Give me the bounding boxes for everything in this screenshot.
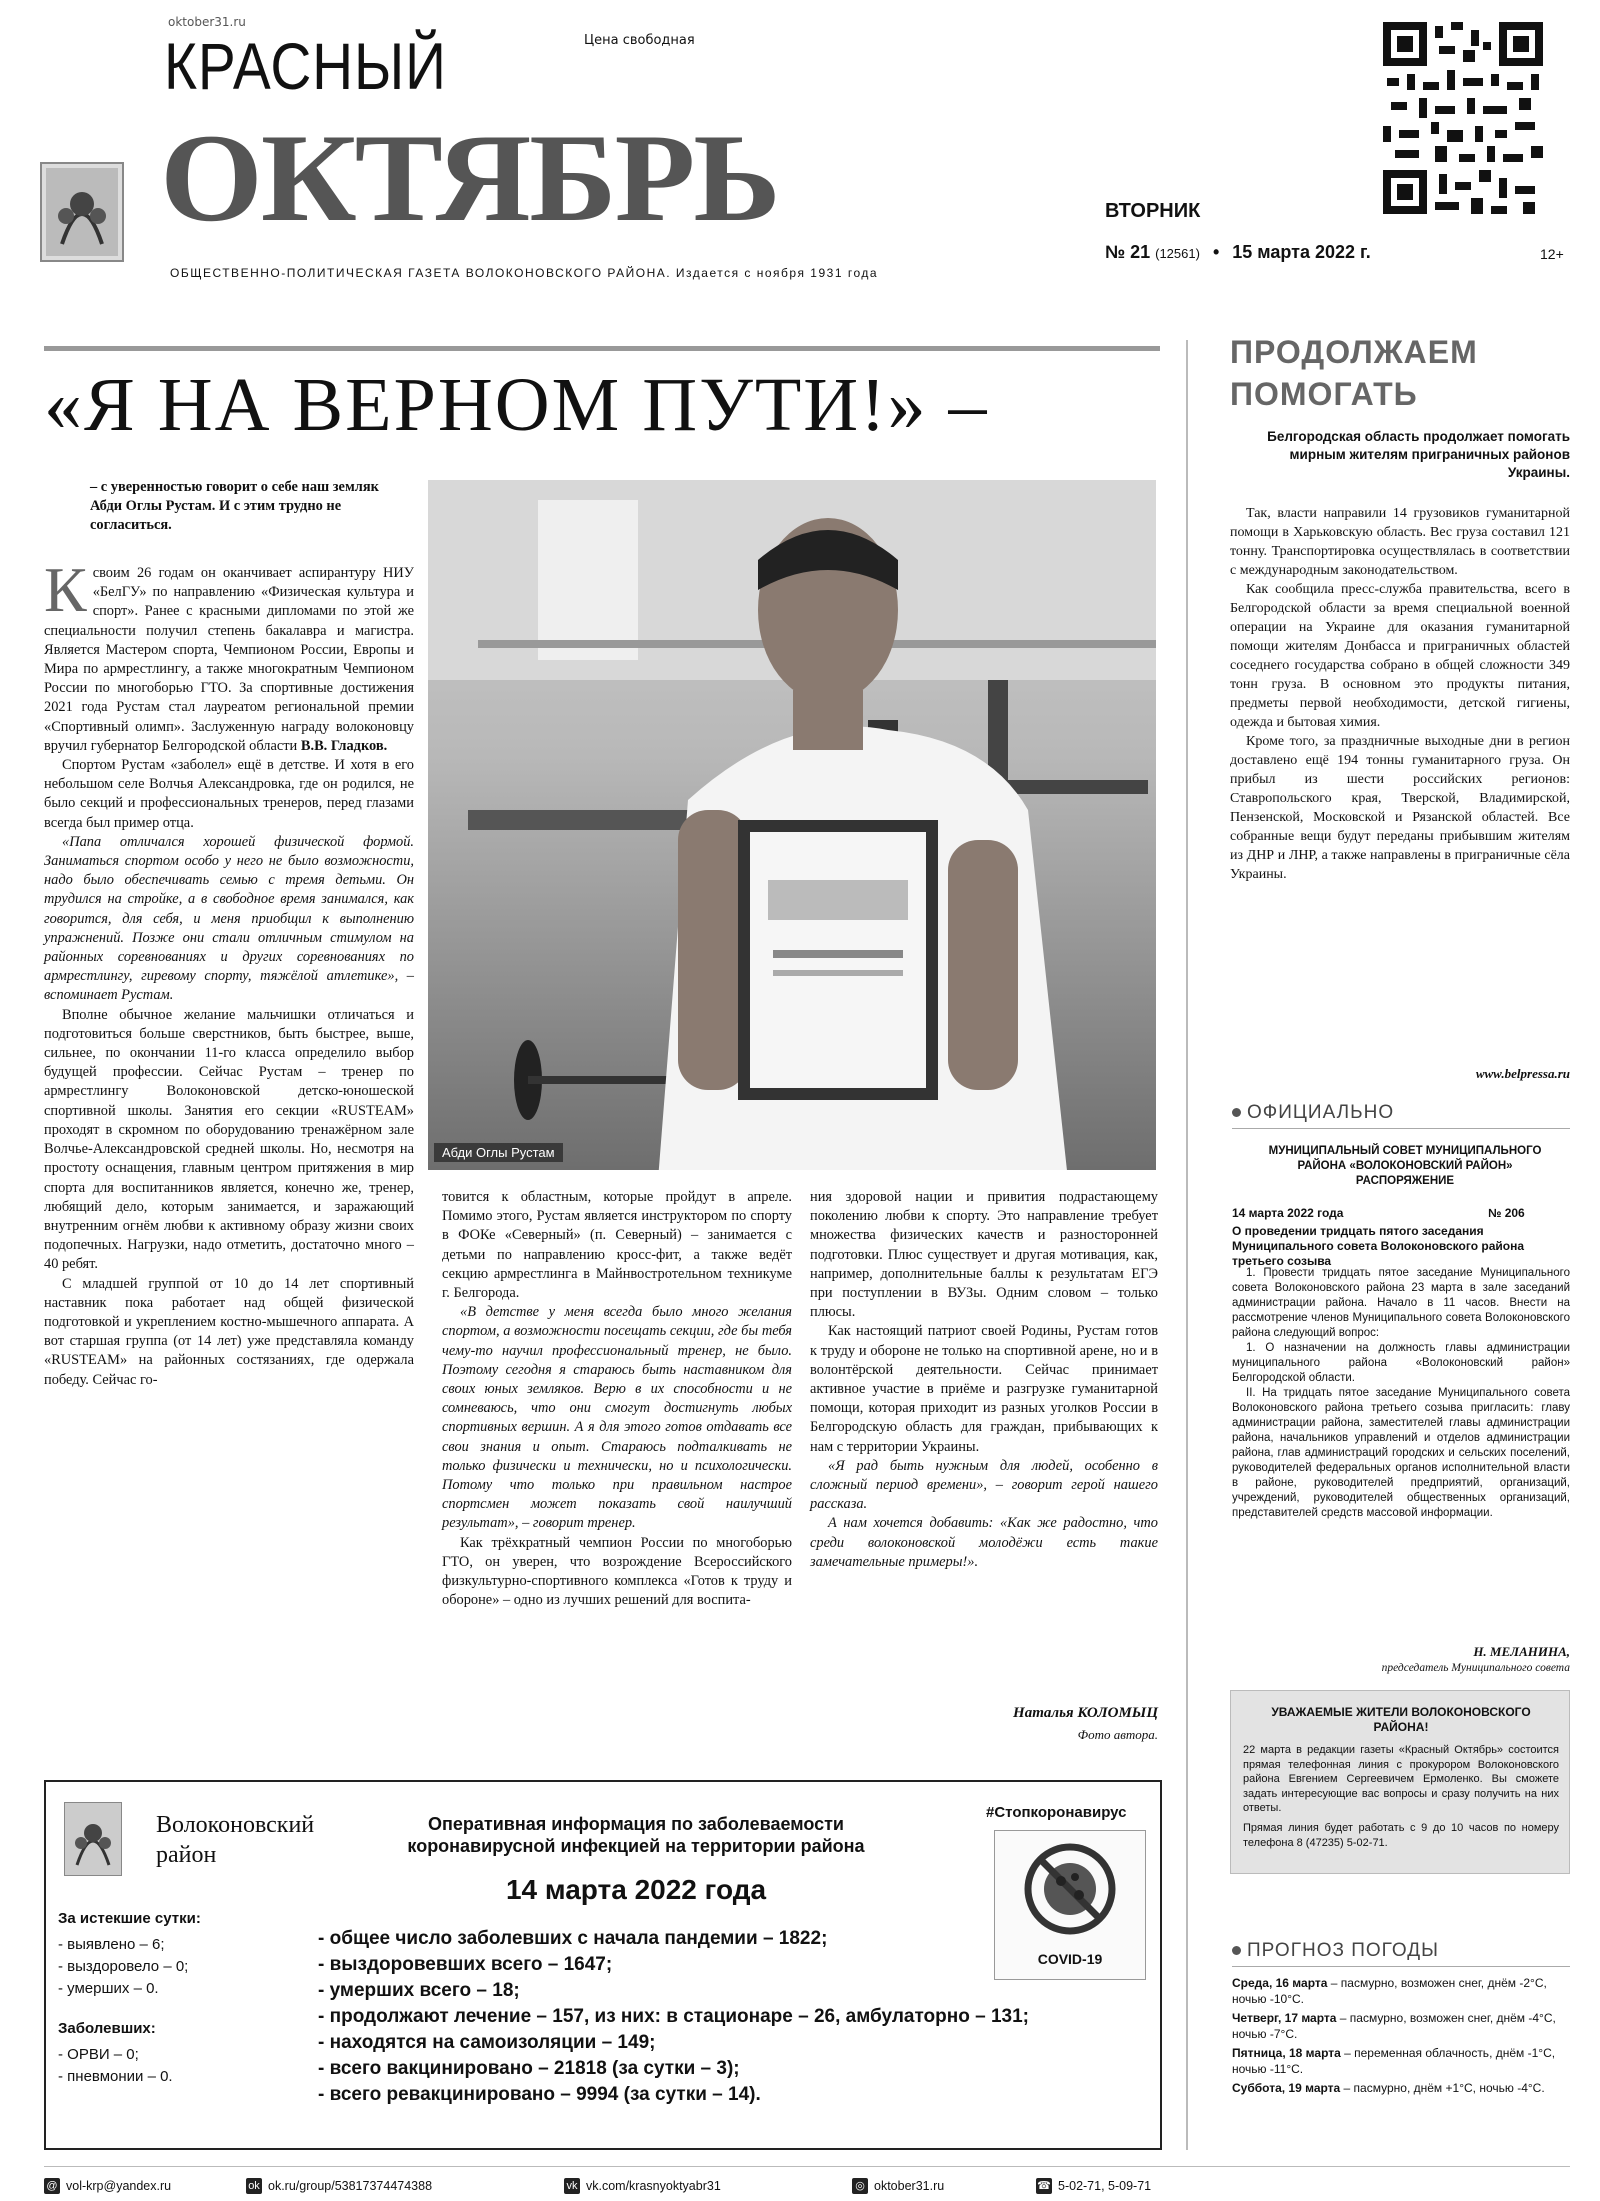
article-col2	[442, 1188, 792, 1610]
weather-text: – пасмурно, возможен снег, днём -4°С, ночью -7°С.	[1232, 2011, 1556, 2041]
footer-rule	[44, 2166, 1570, 2167]
price-label: Цена свободная	[584, 33, 695, 48]
official-sign-role: председатель Муниципального совета	[1381, 1662, 1570, 1674]
footer-phone	[1036, 2178, 1151, 2194]
col2-p3: Как трёхкратный чемпион России по многоборью ГТО, он уверен, что возрождение Всероссийского физкультурно-спортивного комплекса «Готов к труду и обороне» – одно из лучших решений для воспита-	[442, 1534, 792, 1609]
covid-sick-item: - пневмонии – 0.	[58, 2068, 173, 2085]
footer-site-text: oktober31.ru	[874, 2179, 945, 2193]
photo-caption: Абди Оглы Рустам	[434, 1143, 563, 1162]
covid-box	[44, 1780, 1162, 2150]
covid-title-1: Оперативная информация по заболеваемости	[428, 1814, 844, 1834]
article-author: Наталья КОЛОМЫЦ	[1013, 1705, 1158, 1721]
article-col1-top	[44, 554, 414, 1390]
weather-list	[1232, 1976, 1570, 2097]
help-lead: Белгородская область продолжает помогать мирным жителям приграничных районов Украины.	[1267, 429, 1570, 480]
covid-total-item: - находятся на самоизоляции – 149;	[318, 2032, 656, 2053]
dropcap: К	[44, 554, 87, 625]
article-photo	[428, 480, 1156, 1170]
covid-totals	[318, 1926, 1029, 2108]
weather-day: Пятница, 18 марта	[1232, 2046, 1341, 2060]
col1-p4: Вполне обычное желание мальчишки отличаться и подготовиться больше сверстников, быть быстрее, выше, сильнее, по окончании 11-го класса определило выбор будущей профессии. Сейчас Рустам – тренер по армрестлингу Волоконовской детско-юношеской спортивной школы. Занятия его секции «RUSTEAM» проходят в скромном по оборудованию тренажёрном зале Волчье-Александровской средней школы. Но, несмотря на простоту оснащения, главным центром притяжения в мир спорта для воспитанников является, конечно же, тренер, любящий дело, которым занимается, и заражающий внутренним огнём любви к активному образу жизни своих подопечных. Нагрузки, надо отметить, достаточно много – 40 ребят.	[44, 1006, 414, 1273]
covid-title-2: коронавирусной инфекцией на территории района	[407, 1836, 865, 1856]
col3-p1: ния здоровой нации и привития подрастающему поколению любви к спорту. Это направление требует множества физических качеств и разносторонней подготовки. Плюс существует и другая мотивация, как, например, дополнительные баллы к результатам ЕГЭ при поступлении в ВУЗы. Одним словом – только плюсы.	[810, 1189, 1158, 1321]
official-p2: 1. О назначении на должность главы администрации муниципального района «Волоконовский район» Белгородской области.	[1232, 1342, 1570, 1384]
col1-p1-bold: В.В. Гладков.	[300, 737, 388, 754]
help-body	[1230, 504, 1570, 884]
covid-hashtag: #Стопкоронавирус	[986, 1804, 1127, 1821]
notice-p1: 22 марта в редакции газеты «Красный Октябрь» состоится прямая телефонная линия с прокурором Волоконовского района Евгением Сергеевичем Ермоленко. Вы сможете задать интересующие вас вопросы и сразу получить на них ответы.	[1243, 1744, 1559, 1814]
title-top: КРАСНЫЙ	[164, 29, 447, 103]
covid-date: 14 марта 2022 года	[505, 1874, 767, 1905]
help-title-2: ПОМОГАТЬ	[1230, 376, 1418, 412]
covid-day-item: - выздоровело – 0;	[58, 1958, 189, 1975]
weekday: ВТОРНИК	[1105, 200, 1201, 222]
help-title-1: ПРОДОЛЖАЕМ	[1230, 334, 1478, 370]
weather-item	[1232, 2011, 1570, 2042]
weather-day: Среда, 16 марта	[1232, 1976, 1328, 1990]
age-rating: 12+	[1540, 246, 1564, 262]
weather-item	[1232, 1976, 1570, 2007]
issue-dot: •	[1212, 242, 1220, 262]
covid-day-heading: За истекшие сутки:	[58, 1910, 201, 1927]
official-org: МУНИЦИПАЛЬНЫЙ СОВЕТ МУНИЦИПАЛЬНОГО РАЙОНА «ВОЛОКОНОВСКИЙ РАЙОН» РАСПОРЯЖЕНИЕ	[1268, 1145, 1542, 1187]
col3-p4: А нам хочется добавить: «Как же радостно, что среди волоконовской молодёжи есть такие замечательные примеры!».	[810, 1515, 1158, 1570]
phone-icon: ☎	[1037, 2180, 1051, 2192]
official-heading-text: ОФИЦИАЛЬНО	[1247, 1102, 1395, 1123]
title-main: ОКТЯБРЬ	[160, 109, 779, 248]
footer-phone-text: 5-02-71, 5-09-71	[1058, 2179, 1152, 2193]
weather-day: Суббота, 19 марта	[1232, 2081, 1341, 2095]
mail-icon: @	[44, 2178, 60, 2194]
weather-text: – пасмурно, днём +1°С, ночью -4°С.	[1340, 2081, 1545, 2095]
footer-email[interactable]	[44, 2178, 171, 2194]
covid-total-item: - всего ревакцинировано – 9994 (за сутки – 14).	[318, 2084, 761, 2105]
weather-text: – переменная облачность, днём -1°С, ночью -11°С.	[1232, 2046, 1556, 2076]
col3-p2: Как настоящий патриот своей Родины, Рустам готов к труду и обороне не только на спортивной арене, но и в волонтёрской деятельности. Сейчас принимает активное участие в приёме и разгрузке гуманитарной помощи, которая приходит из разных уголков России в Белгородскую область для граждан, прибывающих к нам с территории Украины.	[810, 1323, 1158, 1455]
covid-district-1: Волоконовский	[156, 1812, 315, 1838]
official-heading	[1232, 1102, 1394, 1124]
issue-total: (12561)	[1155, 246, 1200, 261]
help-source: www.belpressa.ru	[1475, 1066, 1570, 1081]
photo-credit: Фото автора.	[1077, 1727, 1158, 1742]
issue-number: № 21	[1105, 242, 1151, 262]
help-p3: Кроме того, за праздничные выходные дни в регион доставлено ещё 194 тонны гуманитарного груза. Он прибыл из шести российских регионов: Ставропольского края, Тверской, Владимирской, Пензенской, Московской и Рязанской областей. Все собранные вещи будут переданы прибывшим жителям из ДНР и ЛНР, а также направлены в приграничные сёла Украины.	[1230, 734, 1570, 882]
masthead-subtitle: ОБЩЕСТВЕННО-ПОЛИТИЧЕСКАЯ ГАЗЕТА ВОЛОКОНОВСКОГО РАЙОНА. Издается с ноября 1931 года	[170, 266, 879, 280]
col2-p1: товится к областным, которые пройдут в апреле. Помимо этого, Рустам является инструктором по спорту в ФОКе «Северный» (п. Северный) – занимается с детьми по направлению кросс-фит, а также ведёт секцию армрестлинга в Майнвостротельном техникуме г. Белгорода.	[442, 1189, 792, 1302]
footer-vk[interactable]	[564, 2178, 721, 2194]
covid-day-list	[58, 1934, 188, 2000]
official-p1: 1. Провести тридцать пятое заседание Муниципального совета Волоконовского района 23 марта в зале заседаний администрации района. Начало в 11 часов. Внести на рассмотрение членов Муниципального совета Волоконовского района следующий вопрос:	[1232, 1267, 1570, 1339]
qr-code-icon	[1383, 22, 1543, 214]
notice-p2: Прямая линия будет работать с 9 до 10 часов по номеру телефона 8 (47235) 5-02-71.	[1243, 1822, 1559, 1849]
official-title: О проведении тридцать пятого заседания Муниципального совета Волоконовского района третьего созыва	[1232, 1224, 1524, 1268]
weather-heading	[1232, 1940, 1439, 1962]
official-p3: II. На тридцать пятое заседание Муниципального совета Волоконовского района третьего созыва пригласить: главу администрации района, заместителей главы администрации района, начальников управлений и отделов администрации района, глав администраций городских и сельских поселений, руководителей федеральных органов исполнительной власти в районе, руководителей предприятий, организаций, учреждений, руководителей общественных организаций, представителей средств массовой информации.	[1232, 1387, 1570, 1519]
covid-total-item: - продолжают лечение – 157, из них: в стационаре – 26, амбулаторно – 131;	[318, 2006, 1029, 2027]
covid-day-item: - выявлено – 6;	[58, 1936, 165, 1953]
headline: «Я НА ВЕРНОМ ПУТИ!» –	[44, 363, 989, 447]
site-url: oktober31.ru	[168, 15, 246, 29]
col1-p1: своим 26 годам он оканчивает аспирантуру НИУ «БелГУ» по направлению «Физическая культура и спорт». Ранее с красными дипломами по этой же специальности получил степень бакалавра и магистра. Является Мастером спорта, Чемпионом России, Европы и Мира по армрестлингу, а также многократным Чемпионом России по многоборью ГТО. За спортивные достижения 2021 года Рустам стал лауреатом региональной премии «Спортивный олимп». Заслуженную награду волоконовцу вручил губернатор Белгородской области	[44, 565, 414, 754]
weather-text: – пасмурно, возможен снег, днём -2°С, ночью -10°С.	[1232, 1976, 1547, 2006]
covid-total-item: - всего вакцинировано – 21818 (за сутки – 3);	[318, 2058, 740, 2079]
weather-day: Четверг, 17 марта	[1232, 2011, 1337, 2025]
official-number: № 206	[1488, 1206, 1525, 1220]
article-col3	[810, 1188, 1158, 1572]
notice-heading: УВАЖАЕМЫЕ ЖИТЕЛИ ВОЛОКОНОВСКОГО РАЙОНА!	[1271, 1705, 1531, 1734]
covid-sick-list	[58, 2044, 173, 2088]
issue-date: 15 марта 2022 г.	[1232, 242, 1371, 262]
help-p2: Как сообщила пресс-служба правительства, всего в Белгородской области за время специальной военной операции на Украине для оказания гуманитарной помощи жителям Донбасса и приграничных областей соседнего государства собрано в общей сложности 349 тонн груза. В основном это продукты питания, предметы первой необходимости, детской гигиены, одежда и бытовая химия.	[1230, 582, 1570, 730]
covid-day-item: - умерших – 0.	[58, 1980, 159, 1997]
district-emblem-icon	[64, 1802, 122, 1876]
col1-p5: С младшей группой от 10 до 14 лет спортивный наставник пока работает над общей физической подготовкой и укреплением костно-мышечного аппарата. А вот старшая группа (от 14 лет) уже представляла команду «RUSTEAM» на районных состязаниях, где одержала победу. Сейчас го-	[44, 1275, 414, 1388]
vk-icon: vk	[564, 2178, 580, 2194]
covid-sick-item: - ОРВИ – 0;	[58, 2046, 139, 2063]
official-body	[1232, 1266, 1570, 1521]
help-p1: Так, власти направили 14 грузовиков гуманитарной помощи в Харьковскую область. Вес груза составил 121 тонну. Транспортировка осуществлялась в соответствии с международным законодательством.	[1230, 506, 1570, 578]
col2-p2: «В детстве у меня всегда было много желания спортом, а возможности посещать секции, где бы тебя чему-то научил профессиональный тренер, не было. Поэтому сегодня я стараюсь быть наставником для своих юных земляков. Верю в их способности и не сомневаюсь, что они смогут достигнуть любых спортивных вершин. А я для этого готов отдавать все свои знания и опыт. Стараюсь подталкивать не только физически и технически, но и психологически. Потому что только при правильном настрое спортсмен может показать свой наилучший результат», – говорит тренер.	[442, 1304, 792, 1532]
ok-icon: ok	[246, 2178, 262, 2194]
official-sign: Н. МЕЛАНИНА,	[1473, 1644, 1570, 1659]
official-date: 14 марта 2022 года	[1232, 1206, 1344, 1220]
covid-badge: COVID-19	[1037, 1951, 1103, 1967]
weather-heading-text: ПРОГНОЗ ПОГОДЫ	[1247, 1940, 1439, 1961]
covid-virus-icon	[994, 1830, 1146, 1980]
col3-p3: «Я рад быть нужным для людей, особенно в сложный период времени», – говорит герой нашего рассказа.	[810, 1457, 1158, 1513]
footer-email-text: vol-krp@yandex.ru	[66, 2179, 172, 2193]
weather-rule	[1232, 1966, 1570, 1967]
footer-ok-text: ok.ru/group/53817374474388	[268, 2179, 433, 2193]
footer-vk-text: vk.com/krasnyoktyabr31	[586, 2179, 721, 2193]
col1-p3: «Папа отличался хорошей физической формой. Заниматься спортом особо у него не было возможности, надо было обеспечивать семью с тремя детьми. Он трудился на стройке, а в свободное время занимался, как говорится, для себя, и меня приобщил к выполнению упражнений. Позже они стали отличным стимулом на районных соревнованиях и других соревнованиях по армрестлингу, гиревому спорту, тяжёлой атлетике», – вспоминает Рустам.	[44, 833, 414, 1004]
weather-item	[1232, 2081, 1570, 2097]
covid-district-2: район	[156, 1842, 217, 1868]
covid-sick-heading: Заболевших:	[58, 2020, 156, 2037]
covid-total-item: - общее число заболевших с начала пандемии – 1822;	[318, 1928, 828, 1949]
footer-ok[interactable]	[246, 2178, 432, 2194]
bullet-icon	[1232, 1108, 1241, 1117]
bullet-icon	[1232, 1946, 1241, 1955]
issue-line	[1105, 242, 1371, 263]
footer-site[interactable]	[852, 2178, 944, 2194]
col1-p2: Спортом Рустам «заболел» ещё в детстве. И хотя в его небольшом селе Волчья Александровка, где он родился, не было секций и профессиональных тренеров, перед глазами всегда был пример отца.	[44, 757, 414, 831]
weather-item	[1232, 2046, 1570, 2077]
official-rule	[1232, 1128, 1570, 1129]
globe-icon: ◎	[852, 2178, 868, 2194]
headline-rule	[44, 346, 1160, 351]
coat-of-arms-icon	[40, 162, 124, 262]
sidebar-divider	[1186, 340, 1188, 2150]
notice-box	[1230, 1690, 1570, 1874]
article-lead: – с уверенностью говорит о себе наш земляк Абди Оглы Рустам. И с этим трудно не согласиться.	[90, 479, 379, 533]
covid-total-item: - умерших всего – 18;	[318, 1980, 520, 2001]
covid-total-item: - выздоровевших всего – 1647;	[318, 1954, 613, 1975]
